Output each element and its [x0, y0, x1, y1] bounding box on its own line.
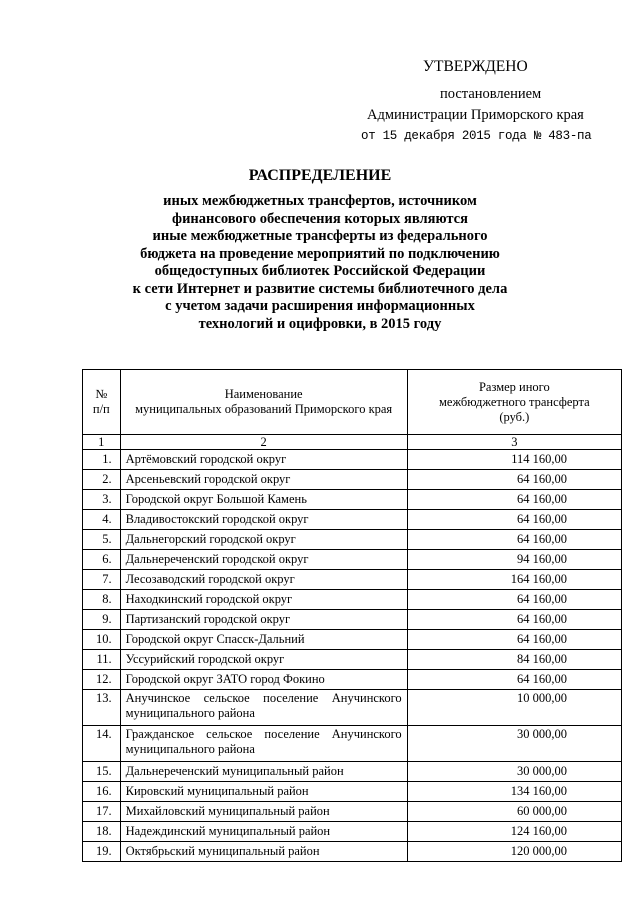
row-amount: 64 160,00 — [407, 530, 621, 550]
table-row — [83, 530, 622, 550]
row-amount: 64 160,00 — [407, 610, 621, 630]
subtitle-line: иных межбюджетных трансфертов, источником — [163, 193, 477, 209]
row-number: 14. — [83, 726, 121, 762]
approval-line-date: от 15 декабря 2015 года № 483-па — [361, 129, 592, 143]
row-number: 19. — [83, 842, 121, 862]
row-amount: 64 160,00 — [407, 510, 621, 530]
row-amount: 64 160,00 — [407, 670, 621, 690]
row-number: 10. — [83, 630, 121, 650]
row-municipality: Лесозаводский городской округ — [120, 570, 407, 590]
row-number: 9. — [83, 610, 121, 630]
row-number: 13. — [83, 690, 121, 726]
row-number: 3. — [83, 490, 121, 510]
row-municipality: Городской округ Большой Камень — [120, 490, 407, 510]
row-municipality: Находкинский городской округ — [120, 590, 407, 610]
table-row — [83, 762, 622, 782]
row-municipality: Арсеньевский городской округ — [120, 470, 407, 490]
table-row — [83, 490, 622, 510]
row-amount: 10 000,00 — [407, 690, 621, 726]
table-row — [83, 570, 622, 590]
row-amount: 120 000,00 — [407, 842, 621, 862]
table-row — [83, 842, 622, 862]
row-number: 12. — [83, 670, 121, 690]
table-row — [83, 726, 622, 762]
row-municipality: Надеждинский муниципальный район — [120, 822, 407, 842]
row-municipality: Уссурийский городской округ — [120, 650, 407, 670]
subtitle-line: к сети Интернет и развитие системы библиотечного дела — [132, 280, 508, 297]
table-row — [83, 650, 622, 670]
column-index: 2 — [120, 435, 407, 450]
approval-line-decree: постановлением — [440, 86, 542, 102]
row-municipality: Дальнереченский городской округ — [120, 550, 407, 570]
row-number: 8. — [83, 590, 121, 610]
subtitle-line: технологий и оцифровки, в 2015 году — [198, 315, 442, 332]
table-row — [83, 610, 622, 630]
row-number: 11. — [83, 650, 121, 670]
document-subtitle — [0, 193, 640, 333]
row-number: 1. — [83, 450, 121, 470]
row-municipality: Артёмовский городской округ — [120, 450, 407, 470]
row-amount: 124 160,00 — [407, 822, 621, 842]
table-row — [83, 802, 622, 822]
row-number: 2. — [83, 470, 121, 490]
row-municipality: Михайловский муниципальный район — [120, 802, 407, 822]
row-amount: 30 000,00 — [407, 726, 621, 762]
row-number: 17. — [83, 802, 121, 822]
row-municipality: Кировский муниципальный район — [120, 782, 407, 802]
table-row — [83, 590, 622, 610]
table-row — [83, 510, 622, 530]
subtitle-line: общедоступных библиотек Российской Федерации — [154, 263, 486, 279]
approval-heading: УТВЕРЖДЕНО — [423, 58, 528, 75]
row-amount: 64 160,00 — [407, 470, 621, 490]
header-number: № п/п — [83, 370, 121, 435]
subtitle-line: иные межбюджетные трансферты из федерального — [152, 228, 488, 244]
table-body — [83, 450, 622, 862]
row-amount: 60 000,00 — [407, 802, 621, 822]
row-municipality: Анучинское сельское поселение Анучинского муниципального района — [120, 690, 407, 726]
row-amount: 84 160,00 — [407, 650, 621, 670]
row-number: 18. — [83, 822, 121, 842]
row-amount: 64 160,00 — [407, 490, 621, 510]
subtitle-line: бюджета на проведение мероприятий по подключению — [140, 245, 500, 262]
row-municipality: Гражданское сельское поселение Анучинского муниципального района — [120, 726, 407, 762]
row-amount: 114 160,00 — [407, 450, 621, 470]
approval-block — [355, 56, 625, 147]
distribution-table — [82, 369, 622, 862]
approval-line-administration: Администрации Приморского края — [367, 107, 584, 123]
column-index: 1 — [83, 435, 121, 450]
column-index-row — [83, 435, 622, 450]
row-municipality: Партизанский городской округ — [120, 610, 407, 630]
row-amount: 164 160,00 — [407, 570, 621, 590]
table-row — [83, 630, 622, 650]
row-amount: 134 160,00 — [407, 782, 621, 802]
row-amount: 94 160,00 — [407, 550, 621, 570]
row-municipality: Владивостокский городской округ — [120, 510, 407, 530]
subtitle-line: финансового обеспечения которых являются — [172, 210, 468, 227]
table-row — [83, 782, 622, 802]
table-row — [83, 470, 622, 490]
document-title: РАСПРЕДЕЛЕНИЕ — [248, 167, 392, 184]
table-header-row — [83, 370, 622, 435]
row-number: 15. — [83, 762, 121, 782]
row-number: 7. — [83, 570, 121, 590]
row-municipality: Дальнегорский городской округ — [120, 530, 407, 550]
row-municipality: Дальнереченский муниципальный район — [120, 762, 407, 782]
table-row — [83, 822, 622, 842]
column-index: 3 — [407, 435, 621, 450]
table-row — [83, 450, 622, 470]
header-amount: Размер иного межбюджетного трансферта (руб.) — [407, 370, 621, 435]
table-row — [83, 670, 622, 690]
row-number: 4. — [83, 510, 121, 530]
subtitle-line: с учетом задачи расширения информационных — [165, 298, 475, 314]
header-municipality: Наименование муниципальных образований Приморского края — [120, 370, 407, 435]
row-number: 16. — [83, 782, 121, 802]
row-amount: 64 160,00 — [407, 590, 621, 610]
row-amount: 30 000,00 — [407, 762, 621, 782]
row-municipality: Октябрьский муниципальный район — [120, 842, 407, 862]
row-amount: 64 160,00 — [407, 630, 621, 650]
row-number: 5. — [83, 530, 121, 550]
table-row — [83, 550, 622, 570]
table-row — [83, 690, 622, 726]
row-municipality: Городской округ ЗАТО город Фокино — [120, 670, 407, 690]
row-municipality: Городской округ Спасск-Дальний — [120, 630, 407, 650]
row-number: 6. — [83, 550, 121, 570]
